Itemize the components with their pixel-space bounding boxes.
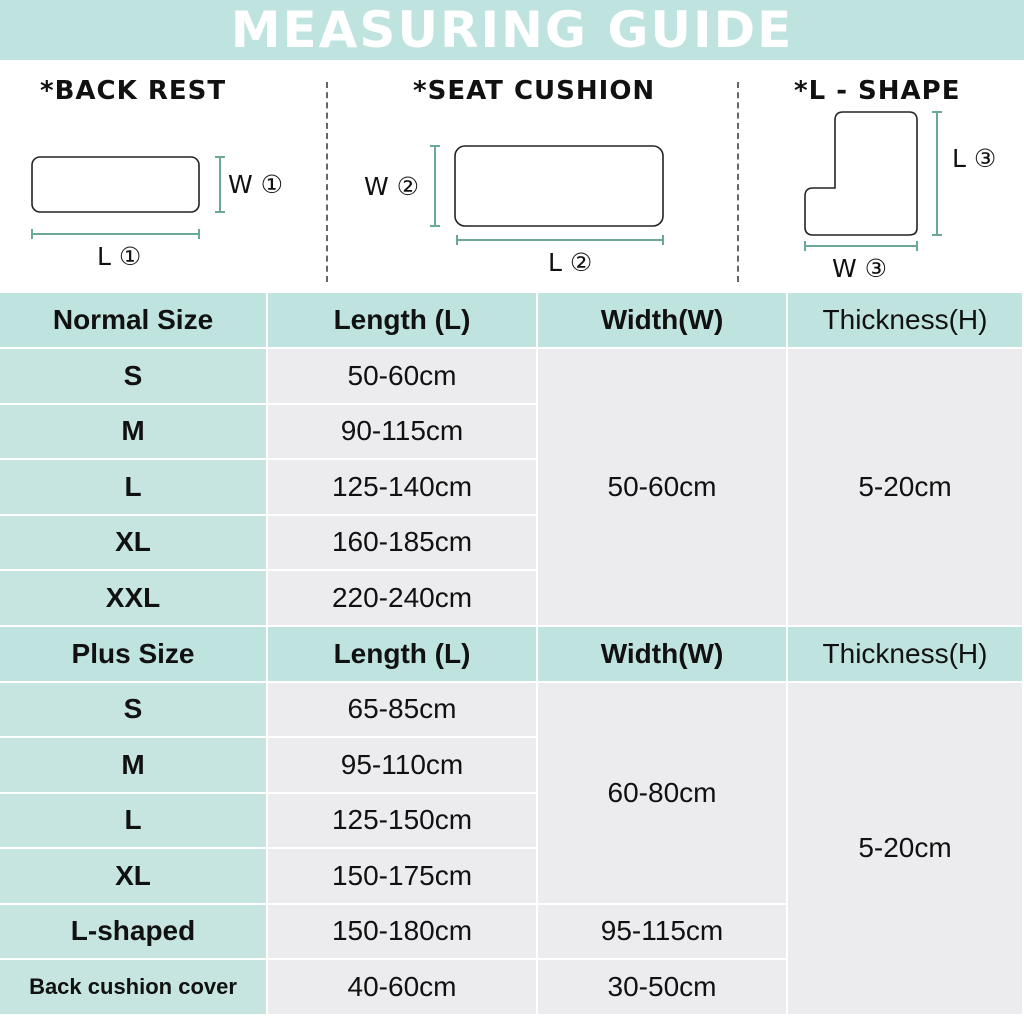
plus-width-cell: 60-80cm bbox=[538, 683, 788, 905]
l-shape-title: *L - SHAPE bbox=[794, 76, 961, 106]
size-cell: XXL bbox=[0, 571, 268, 627]
length-header: Length (L) bbox=[268, 627, 538, 683]
size-cell: M bbox=[0, 405, 268, 461]
width-header: Width(W) bbox=[538, 293, 788, 349]
length-cell: 150-180cm bbox=[268, 905, 538, 961]
guide-banner bbox=[0, 0, 1024, 60]
size-cell: XL bbox=[0, 849, 268, 905]
normal-size-header: Normal Size bbox=[0, 293, 268, 349]
length-cell: 125-150cm bbox=[268, 794, 538, 850]
size-cell: L-shaped bbox=[0, 905, 268, 961]
l-shape-shape bbox=[805, 112, 917, 235]
plus-size-table bbox=[0, 627, 1024, 1016]
size-tables bbox=[0, 293, 1024, 1016]
length-cell: 50-60cm bbox=[268, 349, 538, 405]
normal-thickness-cell: 5-20cm bbox=[788, 349, 1024, 627]
back-rest-shape bbox=[32, 157, 199, 212]
length-cell: 90-115cm bbox=[268, 405, 538, 461]
width-cell: 30-50cm bbox=[538, 960, 788, 1016]
back-rest-title: *BACK REST bbox=[40, 76, 227, 106]
l-shape-length-label: L ③ bbox=[952, 144, 997, 173]
back-rest-width-label: W ① bbox=[228, 170, 284, 199]
back-rest-length-label: L ① bbox=[97, 242, 142, 271]
seat-cushion-shape bbox=[455, 146, 663, 226]
width-cell: 95-115cm bbox=[538, 905, 788, 961]
length-cell: 160-185cm bbox=[268, 516, 538, 572]
width-header: Width(W) bbox=[538, 627, 788, 683]
thickness-header: Thickness(H) bbox=[788, 293, 1024, 349]
seat-cushion-width-label: W ② bbox=[364, 172, 420, 201]
length-header: Length (L) bbox=[268, 293, 538, 349]
size-cell: L bbox=[0, 460, 268, 516]
length-cell: 40-60cm bbox=[268, 960, 538, 1016]
size-cell: XL bbox=[0, 516, 268, 572]
size-cell: S bbox=[0, 683, 268, 739]
size-cell: S bbox=[0, 349, 268, 405]
l-shape-width-label: W ③ bbox=[832, 254, 888, 283]
diagram-section bbox=[0, 60, 1024, 292]
length-cell: 125-140cm bbox=[268, 460, 538, 516]
size-cell: L bbox=[0, 794, 268, 850]
length-cell: 65-85cm bbox=[268, 683, 538, 739]
normal-size-table bbox=[0, 293, 1024, 627]
length-cell: 220-240cm bbox=[268, 571, 538, 627]
plus-thickness-cell: 5-20cm bbox=[788, 683, 1024, 1016]
thickness-header: Thickness(H) bbox=[788, 627, 1024, 683]
normal-width-cell: 50-60cm bbox=[538, 349, 788, 627]
page-title: MEASURING GUIDE bbox=[230, 1, 794, 59]
size-cell: Back cushion cover bbox=[0, 960, 268, 1016]
seat-cushion-title: *SEAT CUSHION bbox=[413, 76, 656, 106]
plus-size-header: Plus Size bbox=[0, 627, 268, 683]
length-cell: 150-175cm bbox=[268, 849, 538, 905]
size-cell: M bbox=[0, 738, 268, 794]
seat-cushion-length-label: L ② bbox=[548, 248, 593, 277]
length-cell: 95-110cm bbox=[268, 738, 538, 794]
